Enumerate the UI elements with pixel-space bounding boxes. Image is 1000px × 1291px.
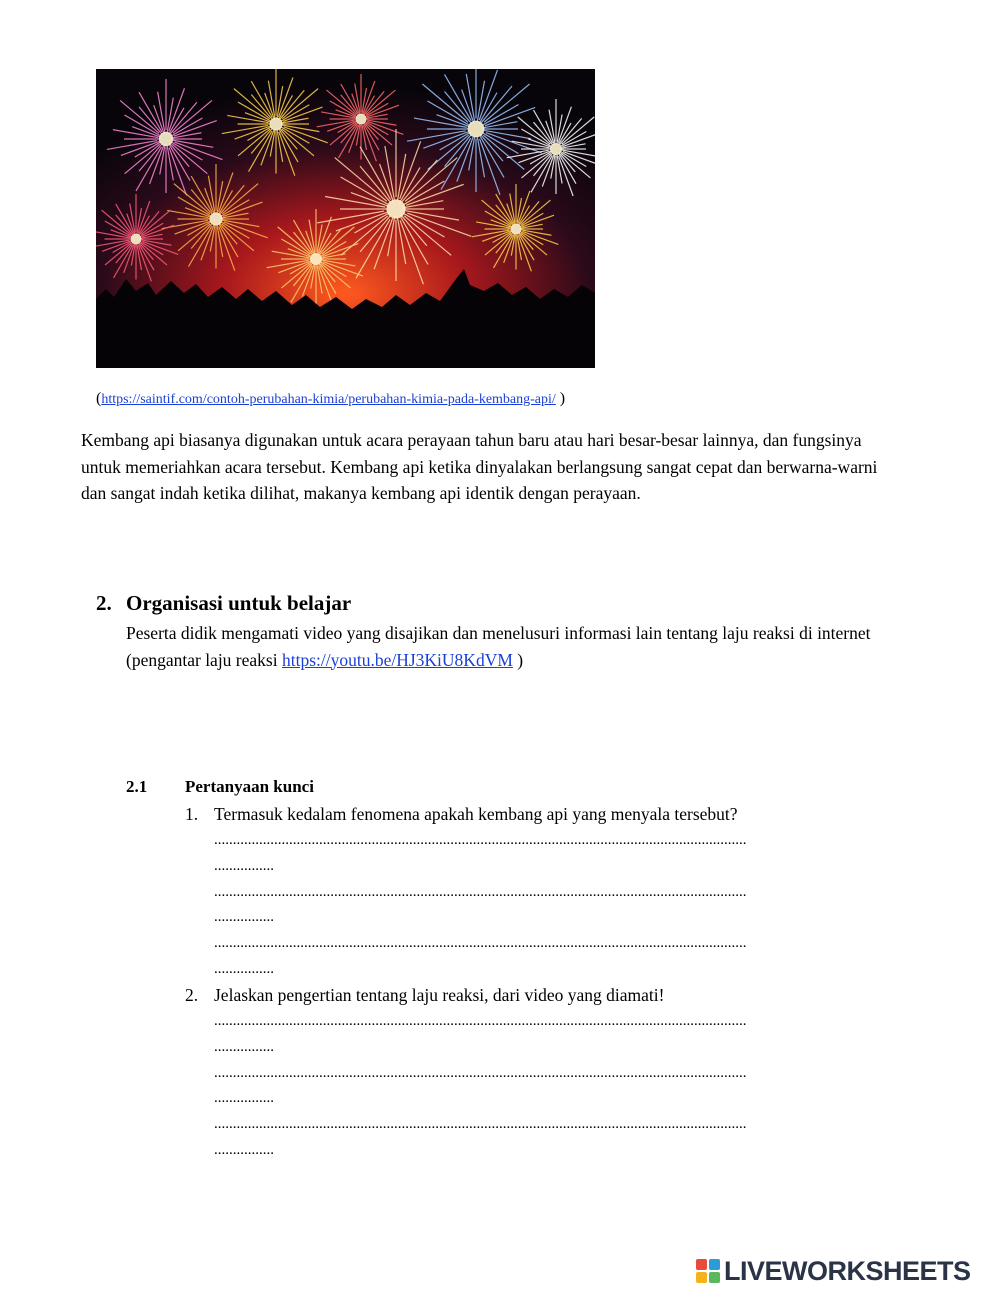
question-1-text: Termasuk kedalam fenomena apakah kembang api yang menyala tersebut? [214,804,738,824]
answer-2-line-3[interactable]: .............................................................................................................................................. [214,1116,747,1132]
firework-core [310,253,322,265]
answer-1-line-2[interactable]: .............................................................................................................................................. [214,884,747,900]
caption-open-paren: ( [96,390,102,407]
image-caption [96,388,565,411]
answer-1-line-3[interactable]: .............................................................................................................................................. [214,935,747,951]
firework-core [511,224,522,235]
video-reference [126,647,896,674]
fireworks-photo [96,69,595,368]
intro-paragraph [81,427,891,507]
answer-2-line-2[interactable]: .............................................................................................................................................. [214,1065,747,1081]
firework-core [131,234,142,245]
logo-wordmark: LIVEWORKSHEETS [724,1255,971,1286]
section-description: Peserta didik mengamati video yang disajikan dan menelusuri informasi lain tentang laju reaksi di internet [126,623,871,643]
video-prefix: (pengantar laju reaksi [126,649,282,670]
intro-text: Kembang api biasanya digunakan untuk acara perayaan tahun baru atau hari besar-besar lainnya, dan fungsinya untuk memeriahkan acara tersebut. Kembang api ketika dinyalakan berlangsung sangat cepat dan berwarna-warni dan sangat indah ketika dilihat, makanya kembang api identik dengan perayaan. [81,430,878,503]
answer-2-line-3-end[interactable]: ................ [214,1142,274,1158]
answer-1-line-3-end[interactable]: ................ [214,961,274,977]
firework-core [209,212,222,225]
answer-2-line-1-end[interactable]: ................ [214,1039,274,1055]
liveworksheets-logo [696,1255,971,1287]
firework-core [269,117,282,130]
section-title: Organisasi untuk belajar [126,591,352,615]
firework-core [386,199,405,218]
caption-close-paren: ) [555,390,566,407]
answer-2-line-2-end[interactable]: ................ [214,1090,274,1106]
firework-core [550,143,562,155]
answer-1-line-1-end[interactable]: ................ [214,858,274,874]
section-body [126,620,896,673]
question-2-text: Jelaskan pengertian tentang laju reaksi, dari video yang diamati! [214,985,665,1005]
fireworks-illustration [96,69,595,368]
firework-core [468,121,485,138]
video-link[interactable]: https://youtu.be/HJ3KiU8KdVM [281,649,513,670]
answer-2-line-1[interactable]: .............................................................................................................................................. [214,1013,747,1029]
question-2-number: 2. [185,985,199,1005]
logo-blocks-icon [696,1259,720,1283]
firework-core [159,132,173,146]
source-link[interactable]: https://saintif.com/contoh-perubahan-kimia/perubahan-kimia-pada-kembang-api/ [101,392,556,407]
subsection-title: Pertanyaan kunci [185,777,314,796]
section-number: 2. [96,591,112,615]
subsection-number: 2.1 [126,777,148,796]
firework-core [356,114,367,125]
answer-1-line-1[interactable]: .............................................................................................................................................. [214,832,747,848]
answer-1-line-2-end[interactable]: ................ [214,909,274,925]
video-suffix: ) [512,649,524,670]
question-1-number: 1. [185,804,199,824]
